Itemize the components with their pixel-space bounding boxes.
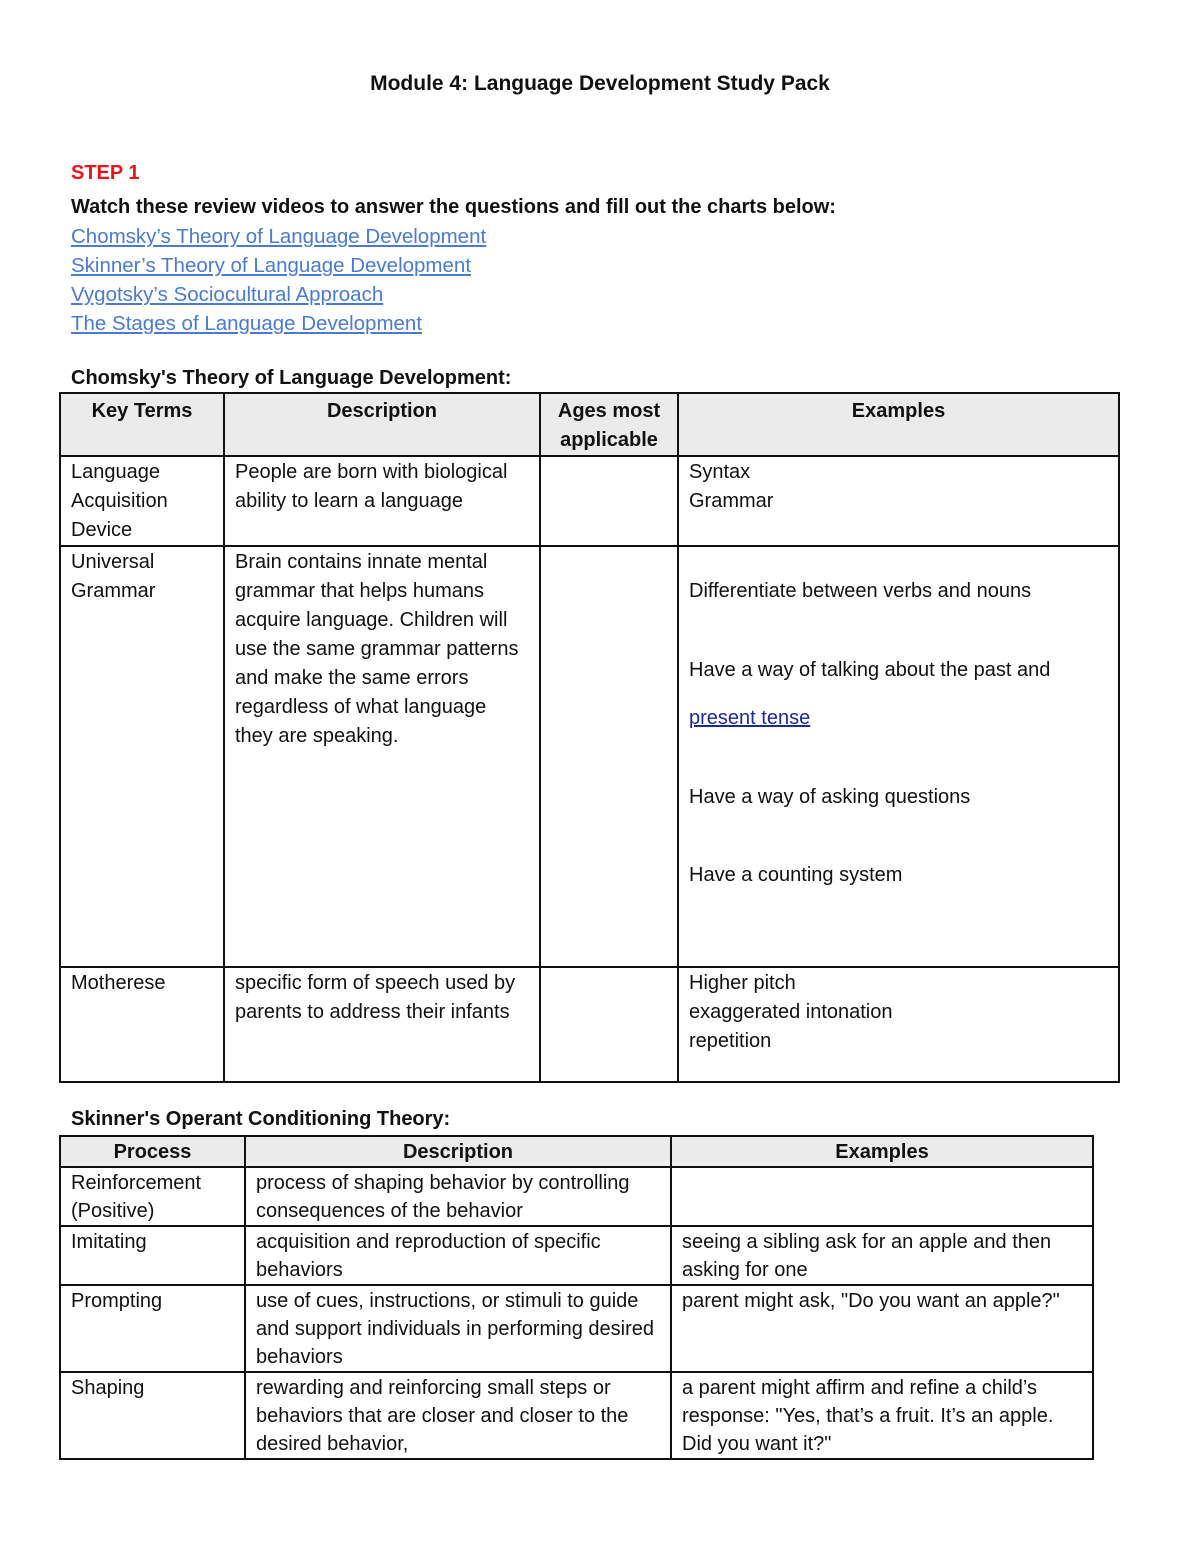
description-cell: use of cues, instructions, or stimuli to guide and support individuals in performing desired behaviors [245,1285,671,1372]
example-item: repetition [689,1030,772,1052]
example-item: Have a counting system [689,864,903,886]
examples-cell: seeing a sibling ask for an apple and then asking for one [671,1226,1093,1285]
description-cell: Brain contains innate mental grammar that helps humans acquire language. Children will use the same grammar patterns and make the same errors regardless of what language they are speaking. [224,546,540,967]
ages-cell[interactable] [540,546,678,967]
present-tense-link[interactable]: present tense [689,707,811,729]
header-process: Process [60,1136,245,1167]
term-cell: Universal Grammar [60,546,224,967]
description-cell: specific form of speech used by parents to address their infants [224,967,540,1082]
examples-cell [678,456,1119,546]
ages-cell[interactable] [540,456,678,546]
examples-cell: a parent might affirm and refine a child’s response: "Yes, that’s a fruit. It’s an apple. Did you want it?" [671,1372,1093,1459]
example-item: Differentiate between verbs and nouns [689,580,1032,602]
example-item: Higher pitch [689,972,796,994]
chomsky-table [59,392,1120,1083]
table-row [60,1285,1093,1372]
page-title: Module 4: Language Development Study Pack [370,72,830,95]
description-cell: process of shaping behavior by controlling consequences of the behavior [245,1167,671,1226]
table-row [60,1372,1093,1459]
examples-cell: parent might ask, "Do you want an apple?" [671,1285,1093,1372]
description-cell: rewarding and reinforcing small steps or behaviors that are closer and closer to the desired behavior, [245,1372,671,1459]
table-row [60,456,1119,546]
examples-cell[interactable] [671,1167,1093,1226]
video-links [71,224,486,340]
step-label: STEP 1 [71,162,140,184]
process-cell: Imitating [60,1226,245,1285]
process-cell: Prompting [60,1285,245,1372]
example-item: Grammar [689,490,774,512]
examples-cell [678,546,1119,967]
video-link-chomsky[interactable]: Chomsky’s Theory of Language Development [71,225,487,248]
skinner-table [59,1135,1094,1460]
video-link-stages[interactable]: The Stages of Language Development [71,312,423,335]
header-key-terms: Key Terms [60,393,224,456]
table-row [60,1226,1093,1285]
process-cell: Reinforcement (Positive) [60,1167,245,1226]
skinner-header-row [60,1136,1093,1167]
header-ages: Ages most applicable [540,393,678,456]
example-item: Have a way of asking questions [689,786,971,808]
examples-cell [678,967,1119,1082]
video-link-vygotsky[interactable]: Vygotsky’s Sociocultural Approach [71,283,384,306]
header-description: Description [224,393,540,456]
skinner-table-heading: Skinner's Operant Conditioning Theory: [71,1108,451,1130]
example-item: exaggerated intonation [689,1001,893,1023]
instructions-text: Watch these review videos to answer the questions and fill out the charts below: [71,196,836,218]
table-row [60,967,1119,1082]
header-description: Description [245,1136,671,1167]
header-examples: Examples [678,393,1119,456]
video-link-skinner[interactable]: Skinner’s Theory of Language Development [71,254,472,277]
example-item: Syntax [689,461,751,483]
chomsky-header-row [60,393,1119,456]
description-cell: People are born with biological ability to learn a language [224,456,540,546]
term-cell: Language Acquisition Device [60,456,224,546]
table-row [60,1167,1093,1226]
example-item: Have a way of talking about the past and [689,659,1051,681]
chomsky-table-heading: Chomsky's Theory of Language Development: [71,367,512,389]
header-examples: Examples [671,1136,1093,1167]
term-cell: Motherese [60,967,224,1082]
ages-cell[interactable] [540,967,678,1082]
process-cell: Shaping [60,1372,245,1459]
table-row [60,546,1119,967]
description-cell: acquisition and reproduction of specific behaviors [245,1226,671,1285]
